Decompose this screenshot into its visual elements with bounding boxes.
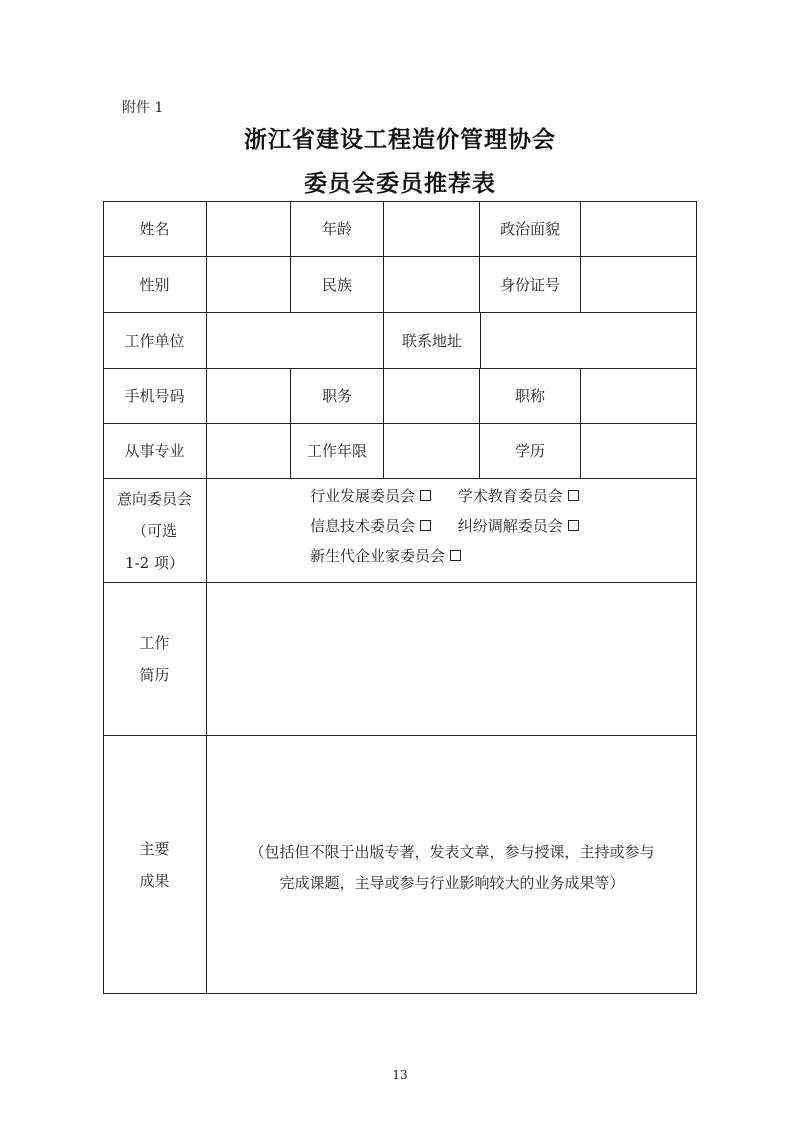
attachment-label: 附件 1 <box>122 100 164 116</box>
checkbox-icon[interactable] <box>568 520 579 531</box>
committee-options <box>310 481 583 571</box>
committee-option-industry-development[interactable]: 行业发展委员会 <box>310 487 431 505</box>
page-number: 13 <box>392 1068 408 1082</box>
mobile-label: 手机号码 <box>103 369 207 424</box>
resume-label-line1: 工作 <box>139 634 170 652</box>
contact-address-field[interactable] <box>481 313 697 369</box>
recommendation-form-table <box>103 201 697 994</box>
committee-option-academic-education[interactable]: 学术教育委员会 <box>458 487 579 505</box>
gender-field[interactable] <box>207 257 291 313</box>
education-field[interactable] <box>581 424 697 479</box>
committee-label-line2: （可选 <box>131 521 177 540</box>
checkbox-icon[interactable] <box>420 490 431 501</box>
mobile-field[interactable] <box>207 369 291 424</box>
achievements-note-line1: （包括但不限于出版专著，发表文章，参与授课，主持或参与 <box>249 843 655 861</box>
achievements-note-line2: 完成课题，主导或参与行业影响较大的业务成果等） <box>279 874 625 892</box>
years-of-work-label: 工作年限 <box>291 424 384 479</box>
achievements-label-line1: 主要 <box>139 839 170 858</box>
name-field[interactable] <box>207 201 291 257</box>
committee-option-row <box>310 541 583 571</box>
achievements-label-line2: 成果 <box>139 871 170 890</box>
age-field[interactable] <box>384 201 480 257</box>
achievements-note <box>207 837 697 899</box>
professional-title-field[interactable] <box>581 369 697 424</box>
committee-option-row <box>310 481 583 511</box>
years-of-work-field[interactable] <box>384 424 480 479</box>
gender-label: 性别 <box>103 257 207 313</box>
resume-field[interactable] <box>207 583 697 736</box>
committee-option-new-generation-entrepreneurs[interactable]: 新生代企业家委员会 <box>310 547 461 565</box>
form-title: 浙江省建设工程造价管理协会 <box>244 126 556 153</box>
political-status-field[interactable] <box>581 201 697 257</box>
checkbox-icon[interactable] <box>420 520 431 531</box>
political-status-label: 政治面貌 <box>480 201 581 257</box>
committee-label-line3: 1-2 项） <box>125 553 184 572</box>
committee-option-dispute-mediation[interactable]: 纠纷调解委员会 <box>458 517 579 535</box>
specialty-label: 从事专业 <box>103 424 207 479</box>
ethnicity-label: 民族 <box>291 257 384 313</box>
committee-option-information-technology[interactable]: 信息技术委员会 <box>310 517 431 535</box>
id-number-field[interactable] <box>581 257 697 313</box>
contact-address-label: 联系地址 <box>384 313 481 369</box>
age-label: 年龄 <box>291 201 384 257</box>
education-label: 学历 <box>480 424 581 479</box>
id-number-label: 身份证号 <box>480 257 581 313</box>
position-label: 职务 <box>291 369 384 424</box>
committee-option-row <box>310 511 583 541</box>
professional-title-label: 职称 <box>480 369 581 424</box>
specialty-field[interactable] <box>207 424 291 479</box>
checkbox-icon[interactable] <box>450 550 461 561</box>
resume-label-line2: 简历 <box>139 666 170 684</box>
committee-label <box>103 479 207 583</box>
form-subtitle: 委员会委员推荐表 <box>304 170 496 197</box>
work-unit-label: 工作单位 <box>103 313 207 369</box>
work-unit-field[interactable] <box>207 313 384 369</box>
committee-label-line1: 意向委员会 <box>116 489 192 508</box>
position-field[interactable] <box>384 369 480 424</box>
resume-label <box>103 583 207 736</box>
achievements-label <box>103 736 207 994</box>
ethnicity-field[interactable] <box>384 257 480 313</box>
checkbox-icon[interactable] <box>568 490 579 501</box>
name-label: 姓名 <box>103 201 207 257</box>
